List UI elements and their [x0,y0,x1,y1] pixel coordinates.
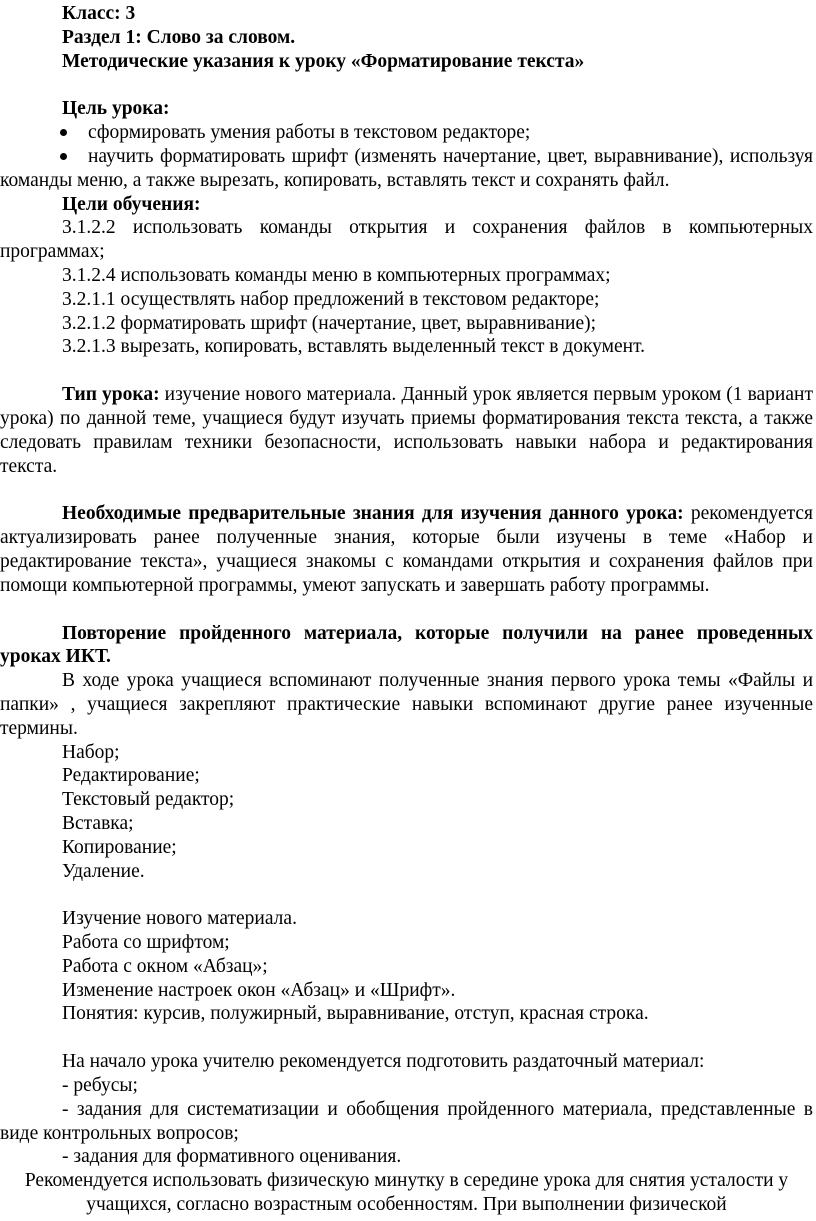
objective-item: 3.1.2.4 использовать команды меню в компьютерных программах; [62,264,611,286]
spacer [0,73,813,97]
list-item-text: научить форматировать шрифт (изменять начертание, цвет, выравнивание), используя команды меню, а также вырезать, копировать, вставлять текст и сохранять файл. [0,145,813,191]
list-item [0,145,813,193]
spacer [0,478,813,502]
objective-item: 3.1.2.2 использовать команды открытия и сохранения файлов в компьютерных программах; [0,217,813,263]
list-item-text: сформировать умения работы в текстовом редакторе; [88,122,531,144]
bullet-icon [0,121,88,145]
lesson-goal-list [0,121,813,192]
objective-item: 3.2.1.3 вырезать, копировать, вставлять выделенный текст в документ. [62,336,646,358]
lesson-type-label: Тип урока: [62,384,160,406]
closing-paragraph: Рекомендуется использовать физическую минутку в середине урока для снятия усталости у учащихся, согласно возрастным особенностям. При выполнении физической [24,1170,789,1216]
handouts-intro: На начало урока учителю рекомендуется подготовить раздаточный материал: [62,1051,705,1073]
prior-knowledge-paragraph [0,502,813,597]
new-material-line: Работа со шрифтом; [62,932,230,954]
term-item: Редактирование; [62,765,200,787]
lesson-type-paragraph [0,383,813,478]
document-title: Методические указания к уроку «Форматирование текста» [62,50,585,72]
grade-line: Класс: 3 [62,3,136,24]
objective-item: 3.2.1.1 осуществлять набор предложений в текстовом редакторе; [62,288,600,310]
objective-item: 3.2.1.2 форматировать шрифт (начертание, цвет, выравнивание); [62,312,597,334]
new-material-line: Изменение настроек окон «Абзац» и «Шрифт». [62,979,456,1001]
review-text: В ходе урока учащиеся вспоминают полученные знания первого урока темы «Файлы и папки» , учащиеся закрепляют практические навыки вспоминают другие ранее изученные термины. [0,670,813,739]
lesson-goal-heading: Цель урока: [62,98,170,120]
spacer [0,598,813,622]
term-item: Удаление. [62,860,145,882]
new-material-line: Изучение нового материала. [62,908,297,930]
new-material-line: Работа с окном «Абзац»; [62,955,268,977]
lesson-type-text: изучение нового материала. Данный урок является первым уроком (1 вариант урока) по данной теме, учащиеся будут изучать приемы форматирования текста текста, а также следовать правилам техники безопасности, использовать навыки набора и редактирования текста. [0,384,813,477]
prior-knowledge-label: Необходимые предварительные знания для изучения данного урока: [62,503,684,525]
spacer [0,359,813,383]
handout-item: - задания для систематизации и обобщения пройденного материала, представленные в виде контрольных вопросов; [0,1098,813,1144]
new-material-line: Понятия: курсив, полужирный, выравнивание, отступ, красная строка. [62,1003,649,1025]
term-item: Набор; [62,741,120,763]
prior-knowledge-text: рекомендуется актуализировать ранее полученные знания, которые были изучены в теме «Набор и редактирование текста», учащиеся знакомы с командами открытия и сохранения файлов при помощи компьютерной программы, умеют запускать и завершать работу программы. [0,503,813,596]
spacer [0,883,813,907]
term-item: Текстовый редактор; [62,789,235,811]
handout-item: - задания для формативного оценивания. [62,1146,402,1168]
list-item [0,121,813,145]
spacer [0,1026,813,1050]
term-item: Копирование; [62,836,177,858]
learning-objectives-heading: Цели обучения: [62,193,201,215]
review-heading: Повторение пройденного материала, которые получили на ранее проведенных уроках ИКТ. [0,622,813,668]
handout-item: - ребусы; [62,1075,138,1097]
bullet-icon [0,145,88,169]
term-item: Вставка; [62,812,134,834]
section-line: Раздел 1: Слово за словом. [62,26,296,48]
document-body [0,2,813,1217]
